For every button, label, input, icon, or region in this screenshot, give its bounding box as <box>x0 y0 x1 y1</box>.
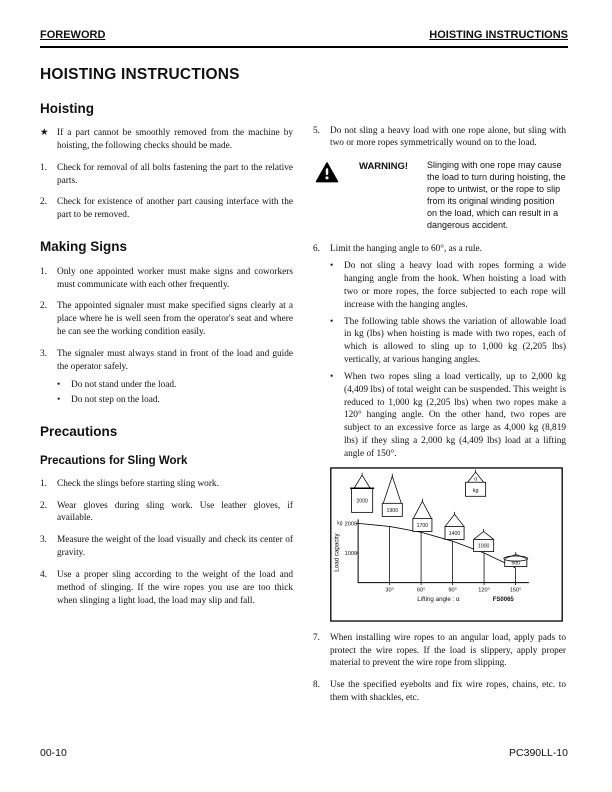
list-text: Wear gloves during sling work. Use leather gloves, if available. <box>57 500 293 524</box>
svg-text:2000: 2000 <box>344 521 358 528</box>
list-marker: 7. <box>313 632 320 643</box>
svg-text:kg: kg <box>472 487 479 494</box>
subsection-heading-sling-work: Precautions for Sling Work <box>40 454 188 467</box>
list-text: The signaler must always stand in front of the load and guide the operator safely. <box>57 348 293 372</box>
list-item <box>313 243 566 256</box>
list-text: Limit the hanging angle to 60°, as a rule. <box>330 244 482 255</box>
list-item <box>40 127 293 153</box>
header-section-left: FOREWORD <box>40 29 106 41</box>
svg-text:500: 500 <box>511 560 521 567</box>
svg-text:30°: 30° <box>385 587 394 594</box>
page-header <box>40 28 568 48</box>
bullet-marker: • <box>57 379 61 390</box>
list-marker: 1. <box>40 266 47 277</box>
svg-text:1700: 1700 <box>416 522 429 529</box>
bullet-marker: • <box>330 316 334 327</box>
list-item <box>330 371 566 461</box>
list-text: Do not sling a heavy load with one rope alone, but sling with two or more ropes symmetrically wound on to the load. <box>330 125 566 149</box>
sub-bullet-list <box>330 260 566 460</box>
svg-text:120°: 120° <box>478 587 490 594</box>
list-item <box>313 125 566 151</box>
list-item <box>40 348 293 374</box>
warning-label: WARNING! <box>359 161 409 173</box>
list-item <box>40 266 293 292</box>
section-heading-hoisting: Hoisting <box>40 100 94 116</box>
list-item <box>330 316 566 367</box>
list-marker: 1. <box>40 478 47 489</box>
list-item <box>313 679 566 705</box>
page-footer <box>40 746 568 760</box>
list-marker: 4. <box>40 569 47 580</box>
list-item <box>40 478 293 491</box>
svg-text:150°: 150° <box>509 587 522 594</box>
list-text: If a part cannot be smoothly removed from the machine by hoisting, the following checks should be made. <box>57 128 293 151</box>
list-item <box>313 632 566 670</box>
section-heading-precautions: Precautions <box>40 424 118 440</box>
svg-text:Lifting angle : α: Lifting angle : α <box>417 595 460 603</box>
list-text: The appointed signaler must make specified signs clearly at a place where he is well seen from the operator's seat and where he can see the working condition easily. <box>57 301 293 338</box>
page-number: 00-10 <box>40 746 67 759</box>
list-text: Do not stand under the load. <box>71 379 177 390</box>
svg-text:Load capacity: Load capacity <box>333 533 341 572</box>
section-heading-making-signs: Making Signs <box>40 239 128 255</box>
list-marker: 6. <box>313 244 320 255</box>
list-marker: 1. <box>40 162 47 173</box>
list-text: Check for removal of all bolts fastening the part to the relative parts. <box>57 162 293 186</box>
model-number: PC390LL-10 <box>509 746 568 759</box>
warning-triangle-icon <box>315 160 339 231</box>
content-columns <box>40 100 568 714</box>
warning-callout <box>313 160 566 231</box>
list-marker: 3. <box>40 535 47 546</box>
list-item <box>40 196 293 222</box>
list-item <box>40 569 293 607</box>
list-item <box>57 394 293 407</box>
list-item <box>40 534 293 560</box>
list-item <box>40 300 293 338</box>
left-column <box>40 100 293 714</box>
svg-text:1900: 1900 <box>386 507 399 514</box>
list-text: Use the specified eyebolts and fix wire ropes, chains, etc. to them with shackles, etc. <box>330 680 566 704</box>
svg-text:FS0065: FS0065 <box>492 596 514 603</box>
bullet-marker: • <box>330 261 334 272</box>
load-capacity-chart <box>330 467 563 622</box>
right-column <box>313 100 566 714</box>
svg-text:90°: 90° <box>448 587 457 594</box>
list-item <box>57 379 293 392</box>
list-text: When two ropes sling a load vertically, up to 2,000 kg (4,409 lbs) of total weight can be suspended. This weight is reduced to 1,000 kg (2,205 lbs) when two ropes make a 120° hanging angle. On the other hand, two ropes are subject to an excessive force as large as 4,000 kg (8,819 lbs) if they sling a 2,000 kg (4,409 lbs) load at a lifting angle of 150°. <box>344 371 566 459</box>
svg-text:2000: 2000 <box>356 498 368 505</box>
list-text: Do not step on the load. <box>71 395 160 406</box>
svg-text:α: α <box>474 476 478 483</box>
list-marker: 2. <box>40 197 47 208</box>
bullet-marker: • <box>57 395 61 406</box>
svg-text:60°: 60° <box>416 587 426 594</box>
list-marker: 3. <box>40 348 47 359</box>
list-text: When installing wire ropes to an angular load, apply pads to protect the wire ropes. If the load is slippery, apply proper material to prevent the wire rope from slipping. <box>330 632 566 669</box>
list-item <box>40 500 293 526</box>
list-text: Check for existence of another part causing interface with the part to be removed. <box>57 197 293 221</box>
svg-text:1000: 1000 <box>477 543 490 550</box>
list-text: The following table shows the variation of allowable load in kg (lbs) when hoisting is made with two ropes, each of which is allowed to sling up to 1,000 kg (2,205 lbs) vertically, at various hanging angles. <box>344 316 566 366</box>
list-text: Do not sling a heavy load with ropes forming a wide hanging angle from the hook. When hoisting a load with two or more ropes, the force subjected to each rope will increase with the hanging angles. <box>344 261 566 310</box>
svg-text:1400: 1400 <box>448 530 461 537</box>
list-text: Only one appointed worker must make signs and coworkers must communicate with each other frequently. <box>57 266 293 290</box>
star-marker: ★ <box>40 128 49 139</box>
svg-text:1000: 1000 <box>344 550 358 557</box>
list-item <box>40 162 293 188</box>
sub-bullet-list <box>57 379 293 408</box>
list-item <box>330 260 566 311</box>
bullet-marker: • <box>330 371 334 382</box>
list-text: Check the slings before starting sling work. <box>57 478 219 489</box>
list-text: Use a proper sling according to the weight of the load and method of slinging. If the wire ropes you use are too thick when slinging a light load, the load may slip and fall. <box>57 569 293 606</box>
list-marker: 2. <box>40 301 47 312</box>
list-marker: 2. <box>40 500 47 511</box>
svg-text:kg: kg <box>337 520 343 527</box>
warning-text: Slinging with one rope may cause the load to turn during hoisting, the rope to untwist, or the rope to slip from its original winding position on the load, which can result in a dangerous accident. <box>427 160 566 230</box>
header-section-right: HOISTING INSTRUCTIONS <box>429 29 568 41</box>
list-marker: 8. <box>313 680 320 691</box>
list-marker: 5. <box>313 125 320 136</box>
list-text: Measure the weight of the load visually and check its center of gravity. <box>57 535 293 559</box>
page-title: HOISTING INSTRUCTIONS <box>40 66 240 84</box>
chart-container <box>330 467 566 622</box>
